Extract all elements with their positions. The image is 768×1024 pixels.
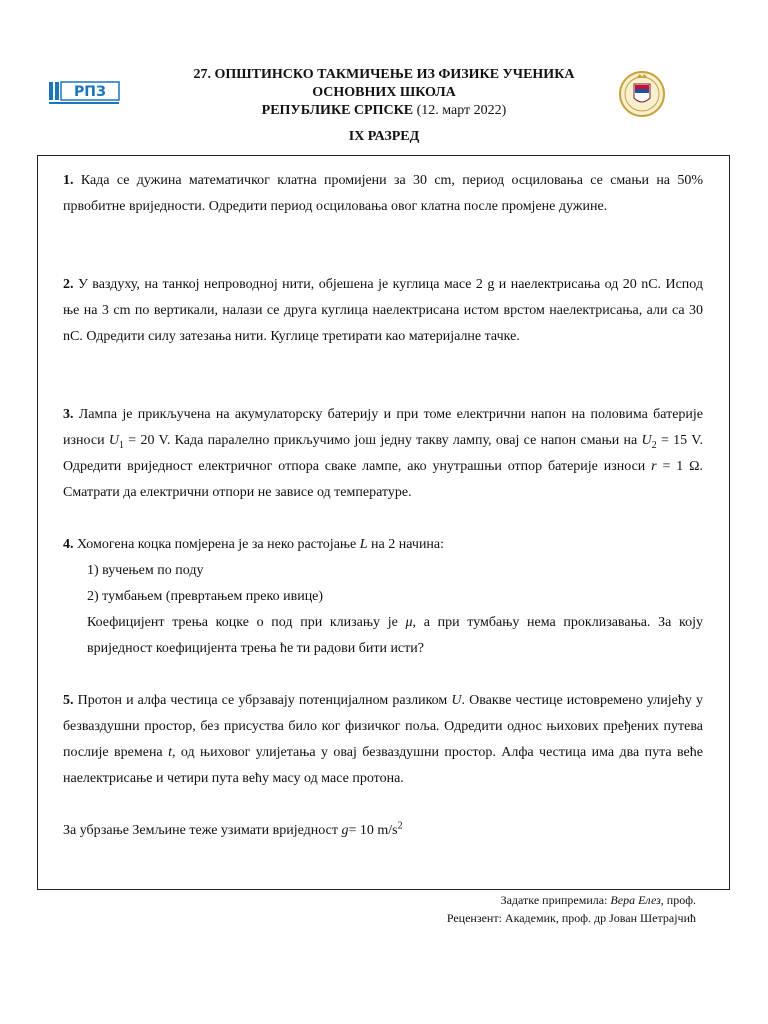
svg-text:РПЗ: РПЗ [74,84,106,100]
list-item: 2) тумбањем (превртањем преко ивице) [87,589,324,604]
tasks-content [63,168,703,844]
header-line-1: 27. ОПШТИНСКО ТАКМИЧЕЊЕ ИЗ ФИЗИКЕ УЧЕНИКА [193,67,575,82]
prepared-by: Задатке припремила: Вера Елез, проф. [500,893,696,907]
task-1: 1. Када се дужина математичког клатна промијени за 30 cm, период осциловања се смањи на 50% првобитне вриједности. Одредити период осциловања овог клатна после промјене дужине. [63,173,703,214]
list-item: 1) вучењем по поду [87,563,204,578]
task-4: 4. Хомогена коцка помјерена је за неко растојање L на 2 начина: 1) вучењем по поду 2) тумбањем (превртањем преко ивице) Коефицијент трења коцке о под при клизању је μ, а при тумбању нема проклизавања. За коју вриједност коефицијента трења ће ти радови бити исти? [63,532,703,662]
competition-date: (12. март 2022) [416,103,507,118]
header-line-3: РЕПУБЛИКЕ СРПСКЕ (12. март 2022) [261,103,507,118]
task-4-methods [63,558,703,610]
task-3: 3. Лампа је прикључена на акумулаторску батерију и при томе електрични напон на половима батерије износи $U_1 = 20$ V. Када паралелно прикључимо још једну такву лампу, овај се напон смањи на $U_2 = 15$ V. Одредити вриједност електричног отпора сваке лампе, ако унутрашњи отпор батерије износи r = 1 Ω. Сматрати да електрични отпори не зависе од температуре. [63,407,703,500]
task-2: 2. У ваздуху, на танкој непроводној нити, објешена је куглица масе 2 g и наелектрисања од 20 nC. Испод ње на 3 cm по вертикали, налази се друга куглица наелектрисана истом врстом наелектрисања, али са 30 nC. Одредити силу затезања нити. Куглице третирати као материјалне тачке. [63,277,704,344]
grade-title: IX РАЗРЕД [348,129,420,144]
task-4-question: Коефицијент трења коцке о под при клизању је μ, а при тумбању нема проклизавања. За коју вриједност коефицијента трења ће ти радови бити исти? [87,615,703,656]
reviewer: Рецензент: Академик, проф. др Јован Шетрајчић [446,911,696,925]
competition-header [0,66,768,120]
task-5: 5. Протон и алфа честица се убрзавају потенцијалном разликом U. Овакве честице истовремено улијећу у безваздушни простор, без присуства било ког физичког поља. Одредити однос њихових пређених путева послије времена t, од њиховог улијетања у овај безваздушни простор. Алфа честица има два пута веће наелектрисање и четири пута већу масу од масе протона. [63,693,703,786]
gravity-note: За убрзање Земљине теже узимати вриједност g= 10 $m/s^2$ [63,820,403,838]
footer-credits [447,891,696,927]
header-line-2: ОСНОВНИХ ШКОЛА [312,85,456,100]
